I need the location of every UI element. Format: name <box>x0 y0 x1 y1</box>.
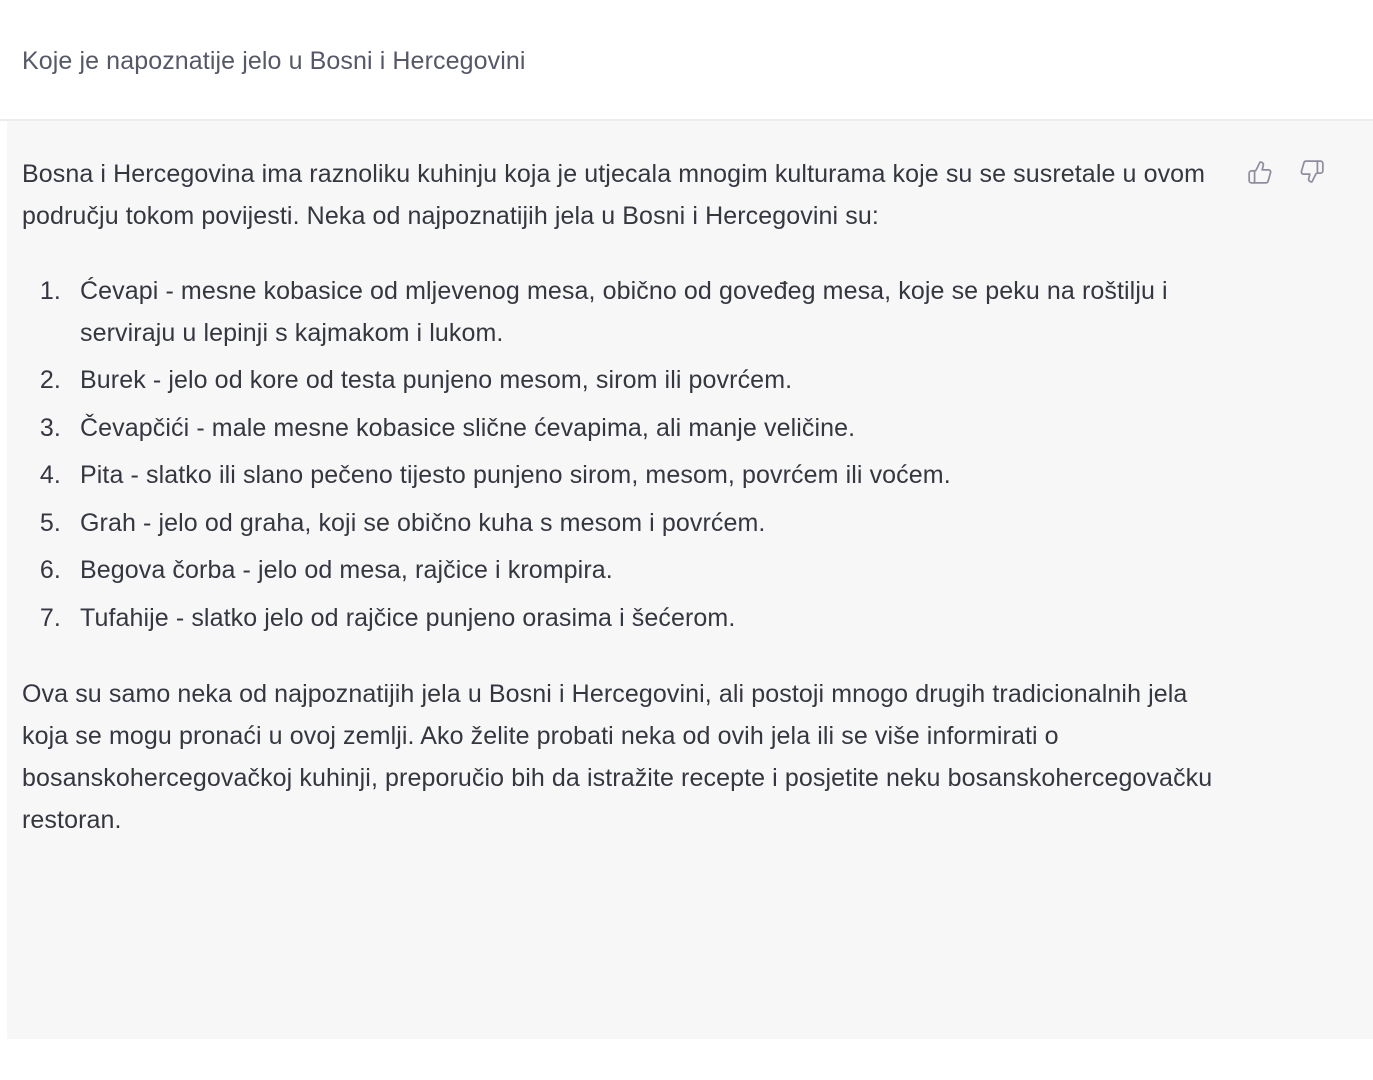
assistant-intro-paragraph: Bosna i Hercegovina ima raznoliku kuhinju koja je utjecala mnogim kulturama koje su se susretale u ovom području tokom povijesti. Neka od najpoznatijih jela u Bosni i Hercegovini su: <box>22 160 1206 230</box>
list-item: 4. Pita - slatko ili slano pečeno tijesto punjeno sirom, mesom, povrćem ili voćem. <box>68 455 1213 497</box>
list-item: 5. Grah - jelo od graha, koji se obično kuha s mesom i povrćem. <box>68 503 1213 545</box>
bottom-strip <box>0 1039 1373 1063</box>
feedback-controls <box>1247 159 1325 185</box>
assistant-outro-paragraph: Ova su samo neka od najpoznatijih jela u Bosni i Hercegovini, ali postoji mnogo drugih tradicionalnih jela koja se mogu pronaći u ovoj zemlji. Ako želite probati neka od ovih jela ili se više informirati o bosanskohercegovačkoj kuhinji, preporučio bih da istražite recepte i posjetite neku bosanskohercegovačku restoran. <box>22 680 1213 834</box>
user-message-text: Koje je napoznatije jelo u Bosni i Hercegovini <box>22 47 526 75</box>
dish-list <box>22 271 1213 639</box>
assistant-message-turn <box>0 120 1373 1063</box>
thumbs-up-icon[interactable] <box>1247 159 1273 185</box>
list-item: 6. Begova čorba - jelo od mesa, rajčice i krompira. <box>68 550 1213 592</box>
list-item: 2. Burek - jelo od kore od testa punjeno mesom, sirom ili povrćem. <box>68 360 1213 402</box>
user-message-turn <box>0 0 1373 120</box>
list-item: 1. Ćevapi - mesne kobasice od mljevenog mesa, obično od goveđeg mesa, koje se peku na roštilju i serviraju u lepinji s kajmakom i lukom. <box>68 271 1213 354</box>
thumbs-down-icon[interactable] <box>1299 159 1325 185</box>
list-item: 3. Čevapčići - male mesne kobasice slične ćevapima, ali manje veličine. <box>68 408 1213 450</box>
list-item: 7. Tufahije - slatko jelo od rajčice punjeno orasima i šećerom. <box>68 598 1213 640</box>
left-rail <box>0 121 7 1063</box>
assistant-message-body <box>0 153 1373 841</box>
